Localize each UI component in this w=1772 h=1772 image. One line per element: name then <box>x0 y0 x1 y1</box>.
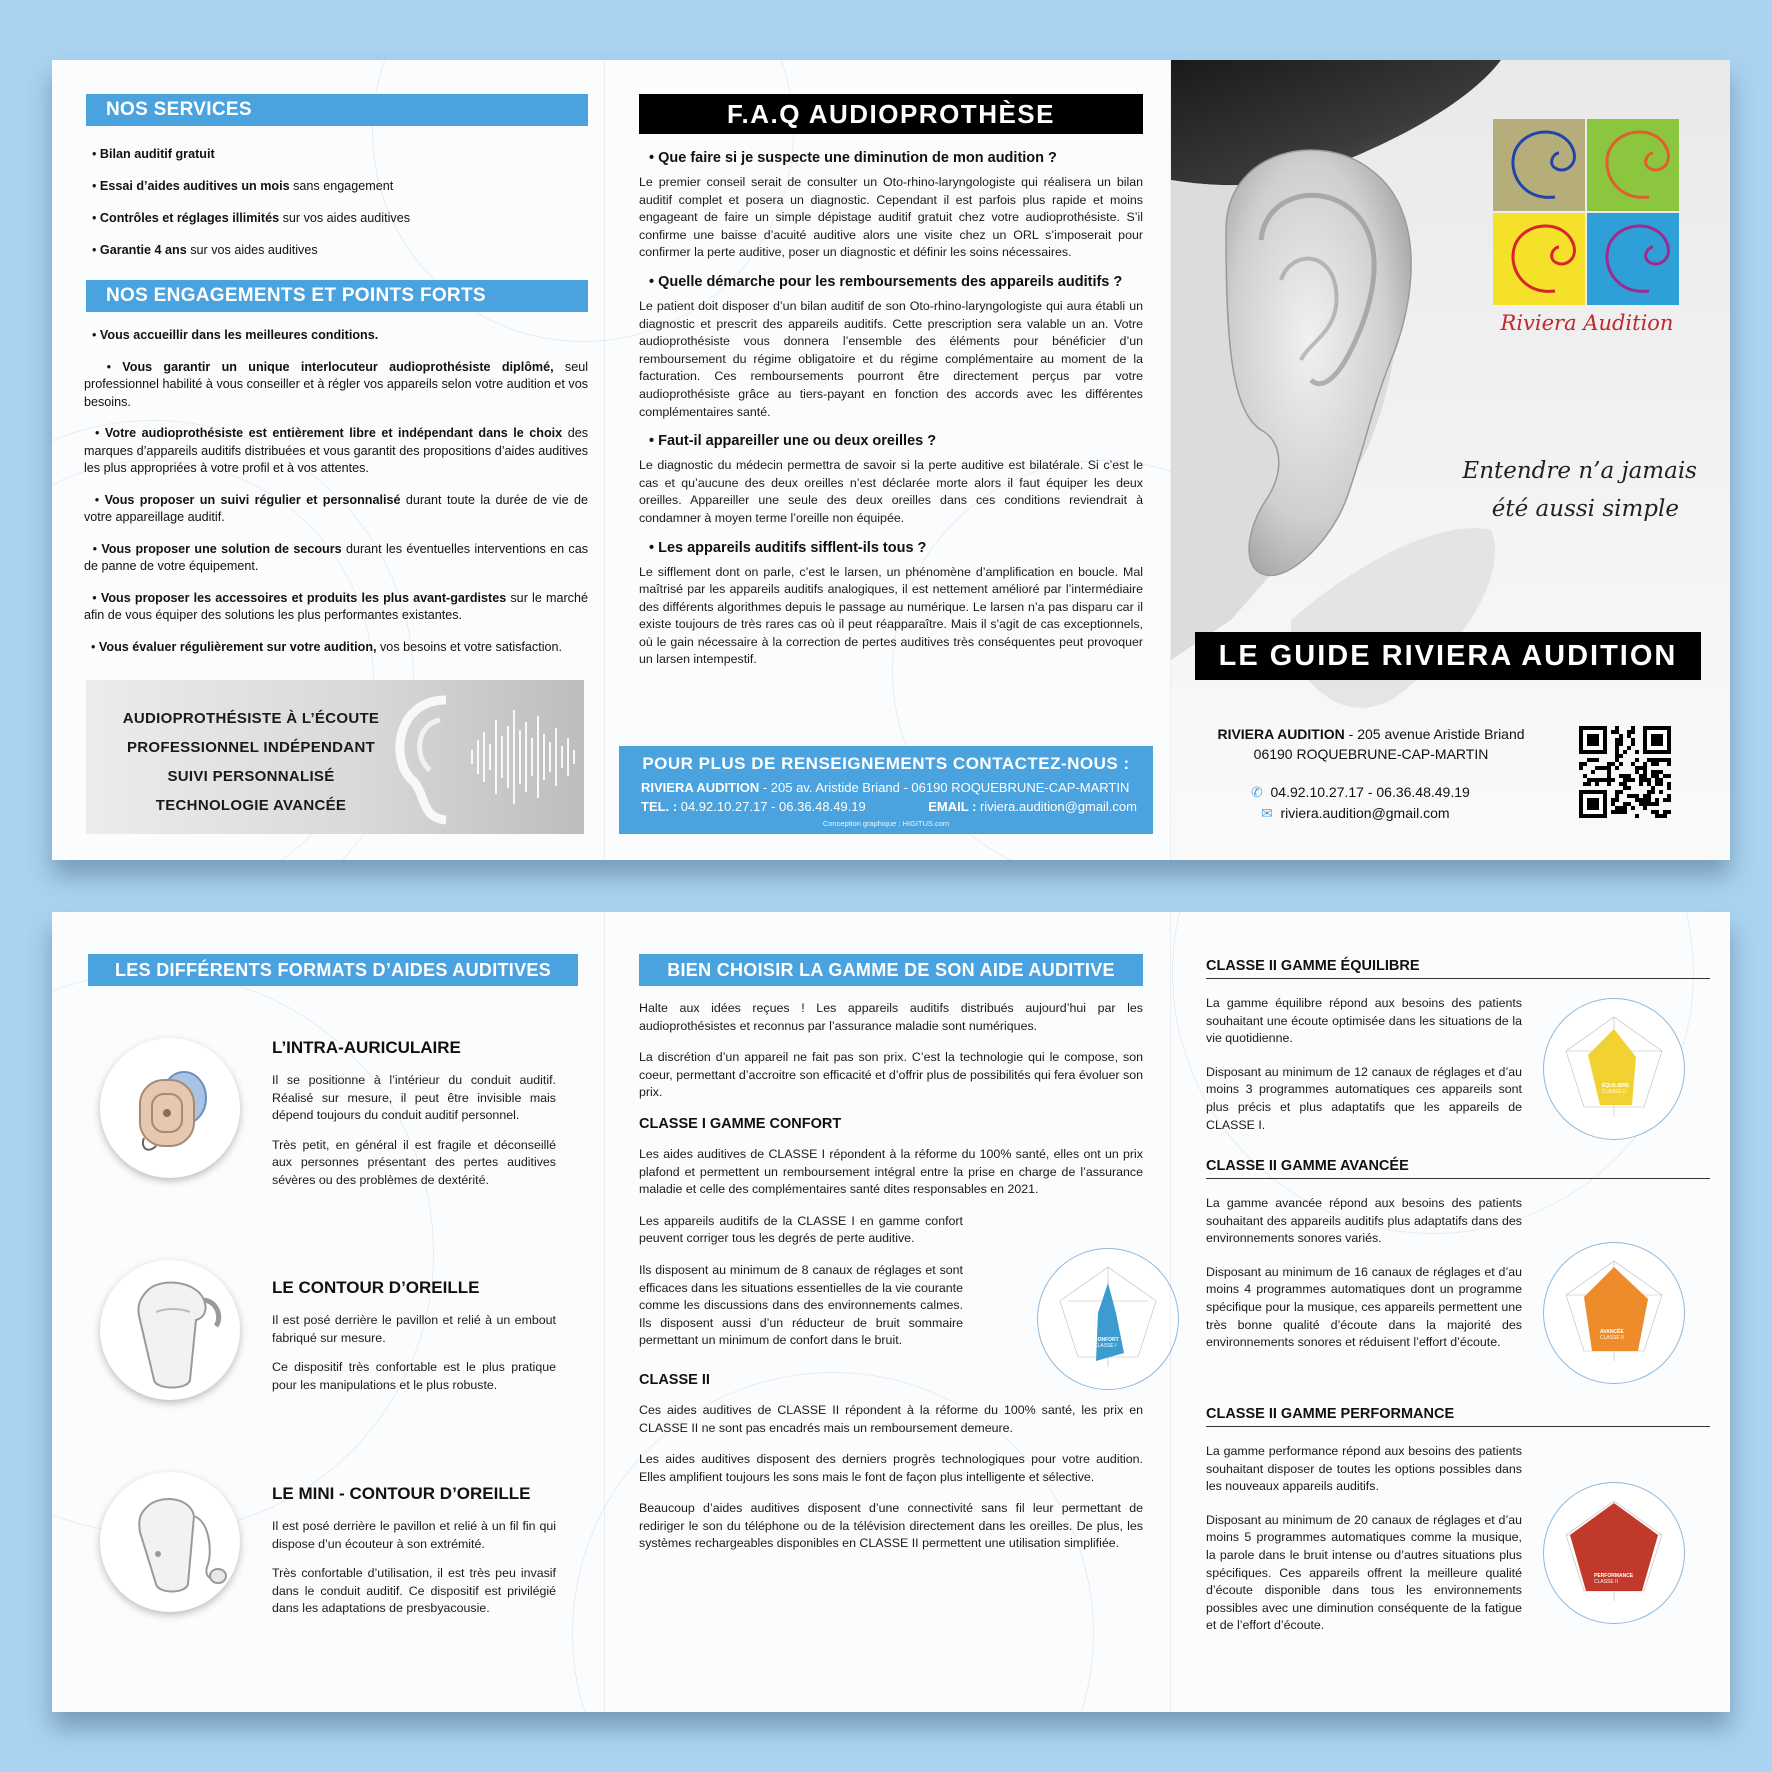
radar-chart-icon <box>1544 1483 1684 1623</box>
hearing-aid-icon <box>100 1472 240 1612</box>
phone-icon: ✆ <box>1251 784 1263 800</box>
brand-name: Riviera Audition <box>1500 311 1674 335</box>
faq-question: • Quelle démarche pour les remboursements des appareils auditifs ? <box>649 273 1123 290</box>
list-item: • Vous accueillir dans les meilleures conditions. <box>92 328 379 342</box>
cover-address: RIVIERA AUDITION - 205 avenue Aristide Briand 06190 ROQUEBRUNE-CAP-MARTIN <box>1217 726 1525 762</box>
svg-text:PERFORMANCE: PERFORMANCE <box>1594 1573 1634 1579</box>
features-lines: AUDIOPROTHÉSISTE À L’ÉCOUTE PROFESSIONNEL INDÉPENDANT SUIVI PERSONNALISÉ TECHNOLOGIE AVANCÉE <box>122 710 380 814</box>
radar-performance <box>1543 1482 1685 1624</box>
gamme-panel <box>605 912 1170 1712</box>
tagline: Entendre n’a jamais été aussi simple <box>1462 458 1697 522</box>
mini-contour-image <box>100 1472 240 1612</box>
radar-confort <box>1037 1248 1179 1390</box>
intra-auriculaire-image <box>100 1038 240 1178</box>
svg-text:CLASSE I: CLASSE I <box>1094 1343 1117 1349</box>
svg-text:ÉQUILIBRE: ÉQUILIBRE <box>1602 1083 1630 1089</box>
section-title: CLASSE II GAMME AVANCÉE <box>1206 1158 1710 1179</box>
hearing-aid-icon <box>100 1038 240 1178</box>
brochure-inside <box>52 912 1730 1712</box>
ear-logo-icon <box>1493 119 1681 305</box>
list-item: • Vous évaluer régulièrement sur votre audition, vos besoins et votre satisfaction. <box>84 639 563 654</box>
engagements-heading: NOS ENGAGEMENTS ET POINTS FORTS <box>86 280 588 312</box>
radar-avancee <box>1543 1242 1685 1384</box>
list-item: • Vous proposer les accessoires et produits les plus avant-gardistes sur le marché afin de vous équiper des solutions les plus performantes existantes. <box>84 590 588 622</box>
gamme-text: Halte aux idées reçues ! Les appareils auditifs distribués aujourd’hui par les audioprothésistes et reconnus par l’assurance maladie sont numériques. La discrétion d’un appareil ne fait pas son prix. C’est la technologie qui le compose, son coeur, permettant d’accroitre son efficacité et d’offrir plus de possibilités qui fera évoluer son prix. CLASSE I GAMME CONFORT Les aides auditives de CLASSE I répondent à la réforme du 100% santé, elles ont un prix plafond et permettent un remboursement intégral entre la prise en charge de l’assurance maladie et celle des complémentaires santé dites responsables en 2021. Les appareils auditifs de la CLASSE I en gamme confort peuvent corriger tous les degrés de perte auditive. Ils disposent au minimum de 8 canaux de réglages et sont efficaces dans les situations essentielles de la vie courante comme les discussions dans des environnements calmes. Ils disposent aussi d’un réducteur de bruit sommaire permettant un minimum de confort dans le bruit. CLASSE II Ces aides auditives de CLASSE II répondent à la réforme du 100% santé, les prix en CLASSE II ne sont pas encadrés mais un remboursement demeure. Les aides auditives disposent des derniers progrès technologiques pour votre audition. Elles amplifient toujours les sons mais le font de façon plus intelligente et sélective. Beaucoup d’aides auditives disposent d’une connectivité sans fil leur permettant de rediriger le son du téléphone ou de la télévision directement dans les oreilles. De plus, les systèmes rechargeables disponibles en CLASSE II permettent une utilisation simplifiée. <box>639 1001 1143 1551</box>
faq-question: • Que faire si je suspecte une diminution de mon audition ? <box>649 150 1057 166</box>
format-item: LE CONTOUR D’OREILLE Il est posé derrière le pavillon et relié à un embout fabriqué sur mesure. Ce dispositif très confortable est le plus pratique pour les manipulations et le plus robuste. <box>272 1278 556 1392</box>
radar-chart-icon <box>1544 1243 1684 1383</box>
hearing-aid-icon <box>100 1260 240 1400</box>
faq-question: • Les appareils auditifs sifflent-ils tous ? <box>649 539 927 556</box>
cover-title: LE GUIDE RIVIERA AUDITION <box>1195 632 1701 680</box>
faq-heading: F.A.Q AUDIOPROTHÈSE <box>639 94 1143 134</box>
format-item: LE MINI - CONTOUR D’OREILLE Il est posé derrière le pavillon et relié à un fil fin qui dispose d’un écouteur à son extrémité. Très confortable d’utilisation, il est très peu invasif dans le conduit auditif. Ce dispositif est privilégié dans les adaptations de presbyacousie. <box>272 1484 556 1616</box>
contact-email[interactable]: EMAIL : riviera.audition@gmail.com <box>928 799 1137 814</box>
faq-panel <box>605 60 1170 860</box>
section-title: CLASSE II GAMME PERFORMANCE <box>1206 1406 1710 1427</box>
svg-text:CLASSE II: CLASSE II <box>1594 1579 1618 1585</box>
list-item: • Votre audioprothésiste est entièrement libre et indépendant dans le choix des marques d’appareils auditifs distribuées et vous garantit des propositions d’aides auditives les plus appropriées à votre profil et à vos attentes. <box>84 426 588 475</box>
list-item: • Essai d’aides auditives un mois sans engagement <box>92 179 394 193</box>
list-item: • Bilan auditif gratuit <box>92 147 215 161</box>
faq-answer: Le patient doit disposer d’un bilan auditif de son Oto-rhino-laryngologiste qui aura établi un diagnostic et prescrit des appareils auditifs. Cette prescription sera valable un an. Votre audioprothésiste vous donnera l’ensemble des éléments pour bénéficier d’un remboursement du régime obligatoire et du régime complémentaire au moment de la facturation. Ces remboursements pourront être directement perçus par votre audioprothésiste grâce au tiers-payant en fonction des accords avec les différentes complémentaires santé. <box>639 298 1143 419</box>
contact-address: RIVIERA AUDITION - 205 av. Aristide Briand - 06190 ROQUEBRUNE-CAP-MARTIN <box>641 780 1130 795</box>
contact-box <box>619 746 1153 834</box>
classe2-performance: CLASSE II GAMME PERFORMANCE La gamme performance répond aux besoins des patients souhaitant disposer de toutes les options possibles dans les nouveaux appareils auditifs. Disposant au minimum de 20 canaux de réglages et d’au moins 5 programmes automatiques comme la musique, la parole dans le bruit intense ou d’autres situations plus spécifiques. Ces appareils offrent la meilleure qualité d’écoute disponible dans tous les environnements possibles avec une diminution conséquente de la fatigue et de l’effort d’écoute. <box>1206 1406 1710 1635</box>
list-item: • Vous garantir un unique interlocuteur audioprothésiste diplômé, seul professionnel habilité à vous conseiller et à régler vos appareils selon votre audition et vos besoins. <box>84 359 589 409</box>
classe2-equilibre: CLASSE II GAMME ÉQUILIBRE La gamme équilibre répond aux besoins des patients souhaitant une écoute optimisée dans les situations de la vie quotidienne. Disposant au minimum de 12 canaux de réglages et d’au moins 3 programmes automatiques ces appareils sont plus précis et plus adaptatifs que les appareils de CLASSE I. <box>1206 958 1710 1134</box>
classe2-avancee: CLASSE II GAMME AVANCÉE La gamme avancée répond aux besoins des patients souhaitant des appareils auditifs plus adaptatifs dans des environnements sonores variés. Disposant au minimum de 16 canaux de réglages et d’au moins 4 programmes automatiques dont un programme spécifique pour la musique, ces appareils permettent une très bonne qualité d’écoute dans la majorité des environnements sonores et réduisent l’effort d’écoute. <box>1206 1158 1710 1352</box>
engagements-list <box>84 327 588 656</box>
features-box <box>86 680 584 834</box>
qr-code-icon[interactable] <box>1579 726 1671 818</box>
section-title: CLASSE II <box>639 1371 710 1388</box>
list-item: • Contrôles et réglages illimités sur vos aides auditives <box>92 211 410 225</box>
list-item: • Vous proposer une solution de secours durant les éventuelles interventions en cas de panne de votre équipement. <box>84 541 588 573</box>
cover-panel <box>1171 60 1730 860</box>
faq-answer: Le premier conseil serait de consulter un Oto-rhino-laryngologiste qui réalisera un bilan auditif complet et posera un diagnostic. Cependant il est parfois plus rapide et moins engageant de faire un simple dépistage auditif gratuit chez votre audioprothésiste. S’il confirme une baisse d’acuité auditive alors une visite chez un ORL s’imposerait pour confirmer la perte auditive, poser un diagnostic et définir les soins nécessaires. <box>639 175 1143 260</box>
faq-question: • Faut-il appareiller une ou deux oreilles ? <box>649 433 937 450</box>
cover-phone[interactable]: ✆ 04.92.10.27.17 - 06.36.48.49.19 <box>1251 784 1470 800</box>
cover-email[interactable]: ✉ riviera.audition@gmail.com <box>1261 805 1450 821</box>
services-list <box>92 146 586 260</box>
formats-heading: LES DIFFÉRENTS FORMATS D’AIDES AUDITIVES <box>88 954 578 986</box>
format-item: L’INTRA-AURICULAIRE Il se positionne à l’intérieur du conduit auditif. Réalisé sur mesure, il peut être invisible mais dépend toujours du conduit auditif personnel. Très petit, en général il est fragile et déconseillé aux personnes présentant des pertes auditives sévères ou des problèmes de dextérité. <box>272 1038 556 1187</box>
brochure-outside <box>52 60 1730 860</box>
formats-panel <box>52 912 604 1712</box>
design-credit: Conception graphique : HIGITUS.com <box>822 819 950 828</box>
radar-chart-icon <box>1038 1249 1178 1389</box>
section-title: CLASSE I GAMME CONFORT <box>639 1115 842 1132</box>
mail-icon: ✉ <box>1261 805 1273 821</box>
list-item: • Garantie 4 ans sur vos aides auditives <box>92 243 318 257</box>
gamme-heading: BIEN CHOISIR LA GAMME DE SON AIDE AUDITIVE <box>639 954 1143 986</box>
contour-oreille-image <box>100 1260 240 1400</box>
section-title: CLASSE II GAMME ÉQUILIBRE <box>1206 958 1710 979</box>
riviera-logo <box>1493 119 1681 335</box>
radar-equilibre <box>1543 998 1685 1140</box>
faq-answer: Le sifflement dont on parle, c’est le larsen, un phénomène d’amplification en boucle. Mal maîtrisé par les appareils auditifs analogiques, il est nettement amélioré par l’intermédiaire des différents algorithmes depuis le passage au numérique. Le larsen n’a pas disparu car il existe toujours de très rares cas où il peut réapparaître. Mais il s'agit de cas exceptionnels, où le gain nécessaire à la correction de pertes auditives très conséquentes peut provoquer un larsen intempestif. <box>639 564 1143 667</box>
contact-phone: TEL. : 04.92.10.27.17 - 06.36.48.49.19 <box>641 799 866 814</box>
classe2-panel <box>1171 912 1730 1712</box>
svg-text:CONFORT: CONFORT <box>1094 1337 1119 1343</box>
svg-text:AVANCÉE: AVANCÉE <box>1600 1329 1624 1335</box>
contact-title: POUR PLUS DE RENSEIGNEMENTS CONTACTEZ-NOUS : <box>642 754 1130 773</box>
faq-list <box>639 150 1143 669</box>
faq-answer: Le diagnostic du médecin permettra de savoir si la perte auditive est bilatérale. Si c’est le cas et qu’aucune des deux oreilles n’est déclarée morte alors il faut équiper les deux oreilles. Appareiller une seule des deux oreilles dans ces conditions reviendrait à condamner à moyen terme l’oreille non équipée. <box>639 458 1143 525</box>
radar-chart-icon <box>1544 999 1684 1139</box>
services-heading: NOS SERVICES <box>86 94 588 126</box>
svg-text:CLASSE II: CLASSE II <box>1600 1335 1624 1341</box>
services-panel <box>52 60 604 860</box>
svg-text:CLASSE II: CLASSE II <box>1602 1089 1626 1095</box>
list-item: • Vous proposer un suivi régulier et personnalisé durant toute la durée de vie de votre appareillage auditif. <box>84 492 588 524</box>
